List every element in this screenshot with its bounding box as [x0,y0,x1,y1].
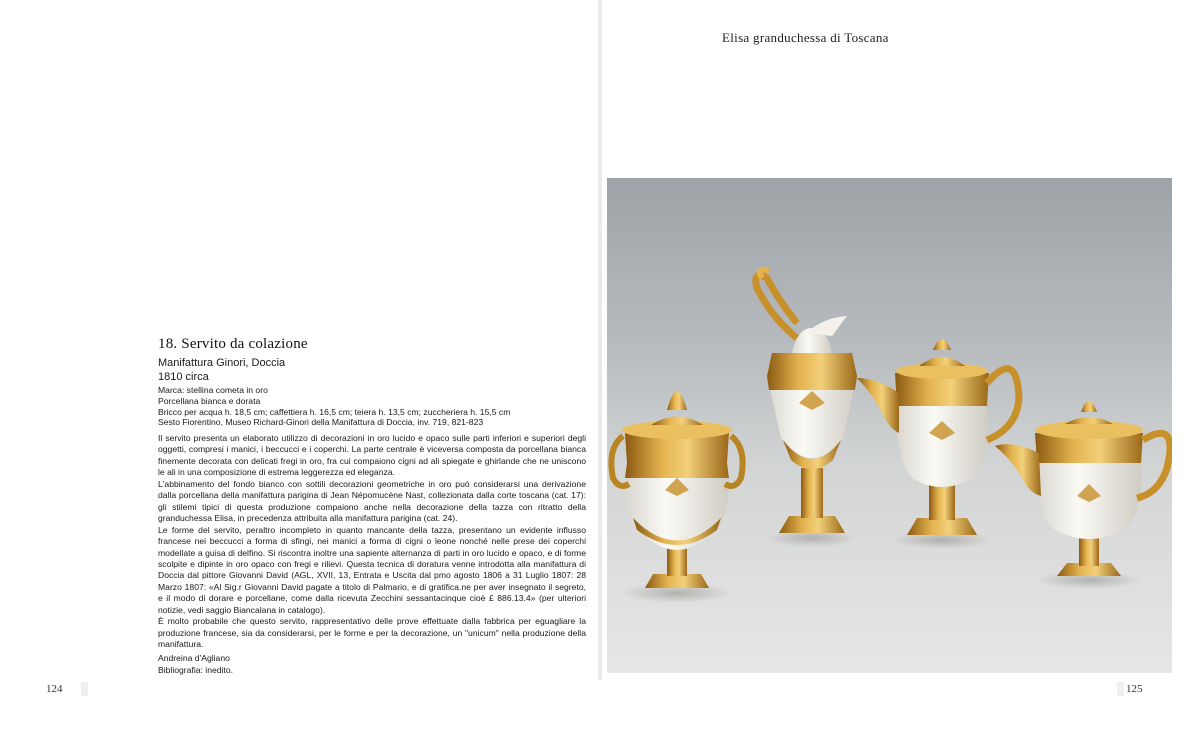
coffee-pot [857,339,1019,549]
body-paragraph: L'abbinamento del fondo bianco con sottili decorazioni geometriche in oro può considerarsi una derivazione dalla porcellana della manifattura parigina di Jean Népomucène Nast, collezionata dalla corte toscana (cat. 17): gli stilemi tipici di questa produzione compaiono anche nella decorazione della tazza con ritratto della granduchessa Elisa, in precedenza attribuita alla manifattura parigina (cat. 24). [158,478,586,524]
page-number-right: 125 [1126,683,1143,695]
porcelain-set-photo [607,178,1172,673]
entry-body [158,433,586,651]
entry-maker: Manifattura Ginori, Doccia [158,357,286,369]
detail-dimensions: Bricco per acqua h. 18,5 cm; caffettiera h. 16,5 cm; teiera h. 13,5 cm; zuccheriera h. 15,5 cm [158,406,511,417]
entry-author: Andreina d'Agliano [158,653,230,663]
detail-mark: Marca: stellina cometa in oro [158,385,268,395]
sugar-bowl [611,392,742,604]
body-paragraph: È molto probabile che questo servito, rappresentativo delle prove effettuate dalla fabbrica per eguagliare la produzione francese, sia da considerarsi, per le forme e per la decorazione, un "unicum" nella produzione della manifattura. [158,616,586,650]
entry-bibliography: Bibliografia: inedito. [158,665,234,675]
page-edge-mark [1117,682,1124,696]
photo-illustration [607,178,1172,673]
entry-date: 1810 circa [158,371,209,383]
body-paragraph: Le forme del servito, peraltro incompleto in quanto mancante della tazza, presentano un evidente influsso francese nei beccucci a forma di sfingi, nei manici a forma di cigni o leone nonché nelle prese dei coperchi modellate a guisa di delfino. Si riscontra inoltre una sapiente alternanza di parti in oro lucido e opaco, e di forme scolpite e dipinte in oro opaco con fregi e rilievi. Questa tecnica di doratura venne introdotta alla manifattura di Doccia dal pittore Giovanni David (AGL, XVII, 13, Entrata e Uscita dal pmo agosto 1806 a 31 Luglio 1807: 28 Marzo 1807: «Al Sig.r Giovanni David pagate a titolo di Palmario, e di gratifica.ne per aver insegnato il segreto, e il modo di dorare e porcellane, come dalla ricevuta Zecchini sessantacinque cioè £ 886.13.4» (per ulteriori notizie, vedi saggio Biancalana in catalogo). [158,524,586,615]
entry-title: 18. Servito da colazione [158,336,308,352]
page-number-left: 124 [46,683,63,695]
body-paragraph: Il servito presenta un elaborato utilizzo di decorazioni in oro lucido e opaco sulle parti inferiori e superiori degli oggetti, compresi i manici, i beccucci e i coperchi. La parte centrale è viceversa composta da porcellana bianca finemente decorata con delicati fregi in oro, fra cui compaiono cigni ad ali spiegate e ghirlande che ne uniscono le ali in una composizione di estrema leggerezza ed eleganza. [158,433,586,478]
page-edge-mark [81,682,88,696]
entry-details [158,385,588,428]
detail-material: Porcellana bianca e dorata [158,395,261,406]
page-bottom-margin [0,680,1200,735]
running-head: Elisa granduchessa di Toscana [722,30,889,45]
teapot [995,401,1170,589]
water-jug [756,270,857,547]
detail-collection: Sesto Fiorentino, Museo Richard-Ginori della Manifattura di Doccia, inv. 719, 821-823 [158,417,484,428]
